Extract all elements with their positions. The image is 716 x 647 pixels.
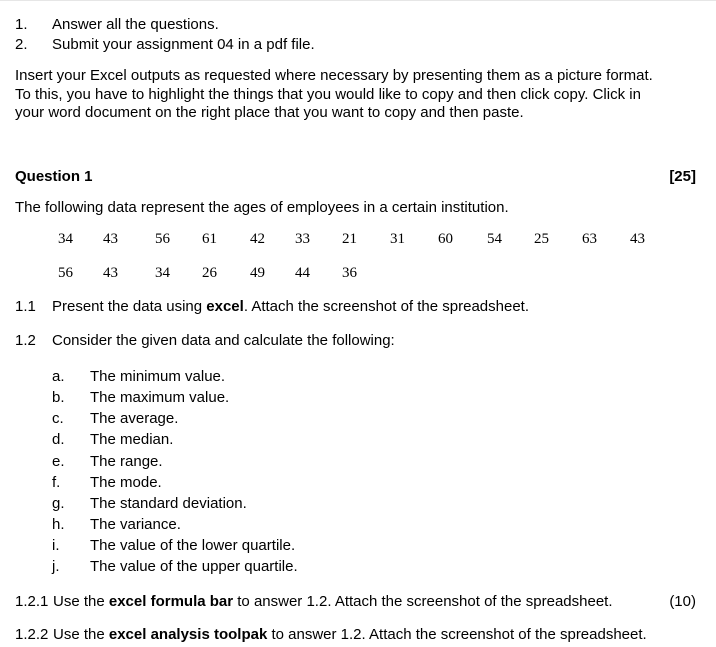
instruction-1-number: 1.: [15, 16, 28, 33]
item-text: The variance.: [90, 516, 181, 533]
age-value: 21: [342, 231, 357, 247]
q1-1-text: Present the data using excel. Attach the screenshot of the spreadsheet.: [52, 298, 530, 315]
q1-2-1-number: 1.2.1: [15, 593, 49, 610]
age-value: 36: [342, 265, 357, 281]
instruction-2-text: Submit your assignment 04 in a pdf file.: [52, 36, 315, 53]
insert-note-line-1: Insert your Excel outputs as requested where necessary by presenting them as a picture format.: [15, 67, 653, 84]
q1-2-1-text: Use the excel formula bar to answer 1.2. Attach the screenshot of the spreadsheet.: [53, 593, 613, 610]
age-value: 44: [295, 265, 310, 281]
item-text: The maximum value.: [90, 389, 230, 406]
age-value: 42: [250, 231, 265, 247]
age-value: 43: [630, 231, 645, 247]
q1-2-number: 1.2: [15, 332, 36, 349]
age-value: 60: [438, 231, 453, 247]
age-value: 56: [58, 265, 73, 281]
item-text: The standard deviation.: [90, 495, 247, 512]
item-letter: f.: [52, 474, 61, 491]
age-value: 49: [250, 265, 265, 281]
instruction-2-number: 2.: [15, 36, 28, 53]
insert-note-line-3: your word document on the right place that you want to copy and then paste.: [15, 104, 524, 121]
item-letter: j.: [52, 558, 60, 575]
instruction-1-text: Answer all the questions.: [52, 16, 219, 33]
age-value: 43: [103, 265, 118, 281]
item-text: The value of the lower quartile.: [90, 537, 296, 554]
item-letter: a.: [52, 368, 65, 385]
item-letter: c.: [52, 410, 64, 427]
age-value: 33: [295, 231, 310, 247]
age-value: 34: [58, 231, 73, 247]
q1-2-text: Consider the given data and calculate the following:: [52, 332, 395, 349]
item-letter: i.: [52, 537, 60, 554]
age-value: 25: [534, 231, 549, 247]
age-value: 31: [390, 231, 405, 247]
item-text: The average.: [90, 410, 179, 427]
item-text: The range.: [90, 453, 163, 470]
q1-1-number: 1.1: [15, 298, 36, 315]
age-value: 63: [582, 231, 597, 247]
age-value: 26: [202, 265, 217, 281]
age-value: 56: [155, 231, 170, 247]
item-letter: b.: [52, 389, 65, 406]
question-intro: The following data represent the ages of employees in a certain institution.: [15, 199, 509, 216]
age-value: 43: [103, 231, 118, 247]
item-text: The value of the upper quartile.: [90, 558, 298, 575]
q1-2-2-text: Use the excel analysis toolpak to answer 1.2. Attach the screenshot of the spreadsheet.: [53, 626, 647, 643]
item-text: The mode.: [90, 474, 162, 491]
item-letter: d.: [52, 431, 65, 448]
q1-2-1-marks: (10): [669, 593, 696, 610]
question-marks: [25]: [669, 168, 696, 185]
age-value: 61: [202, 231, 217, 247]
question-title: Question 1: [15, 168, 93, 185]
insert-note-line-2: To this, you have to highlight the things that you would like to copy and then click copy. Click in: [15, 86, 641, 103]
item-text: The median.: [90, 431, 174, 448]
age-value: 54: [487, 231, 502, 247]
top-border: [0, 0, 716, 1]
item-text: The minimum value.: [90, 368, 226, 385]
item-letter: e.: [52, 453, 65, 470]
item-letter: g.: [52, 495, 65, 512]
q1-2-2-number: 1.2.2: [15, 626, 49, 643]
age-value: 34: [155, 265, 170, 281]
item-letter: h.: [52, 516, 65, 533]
